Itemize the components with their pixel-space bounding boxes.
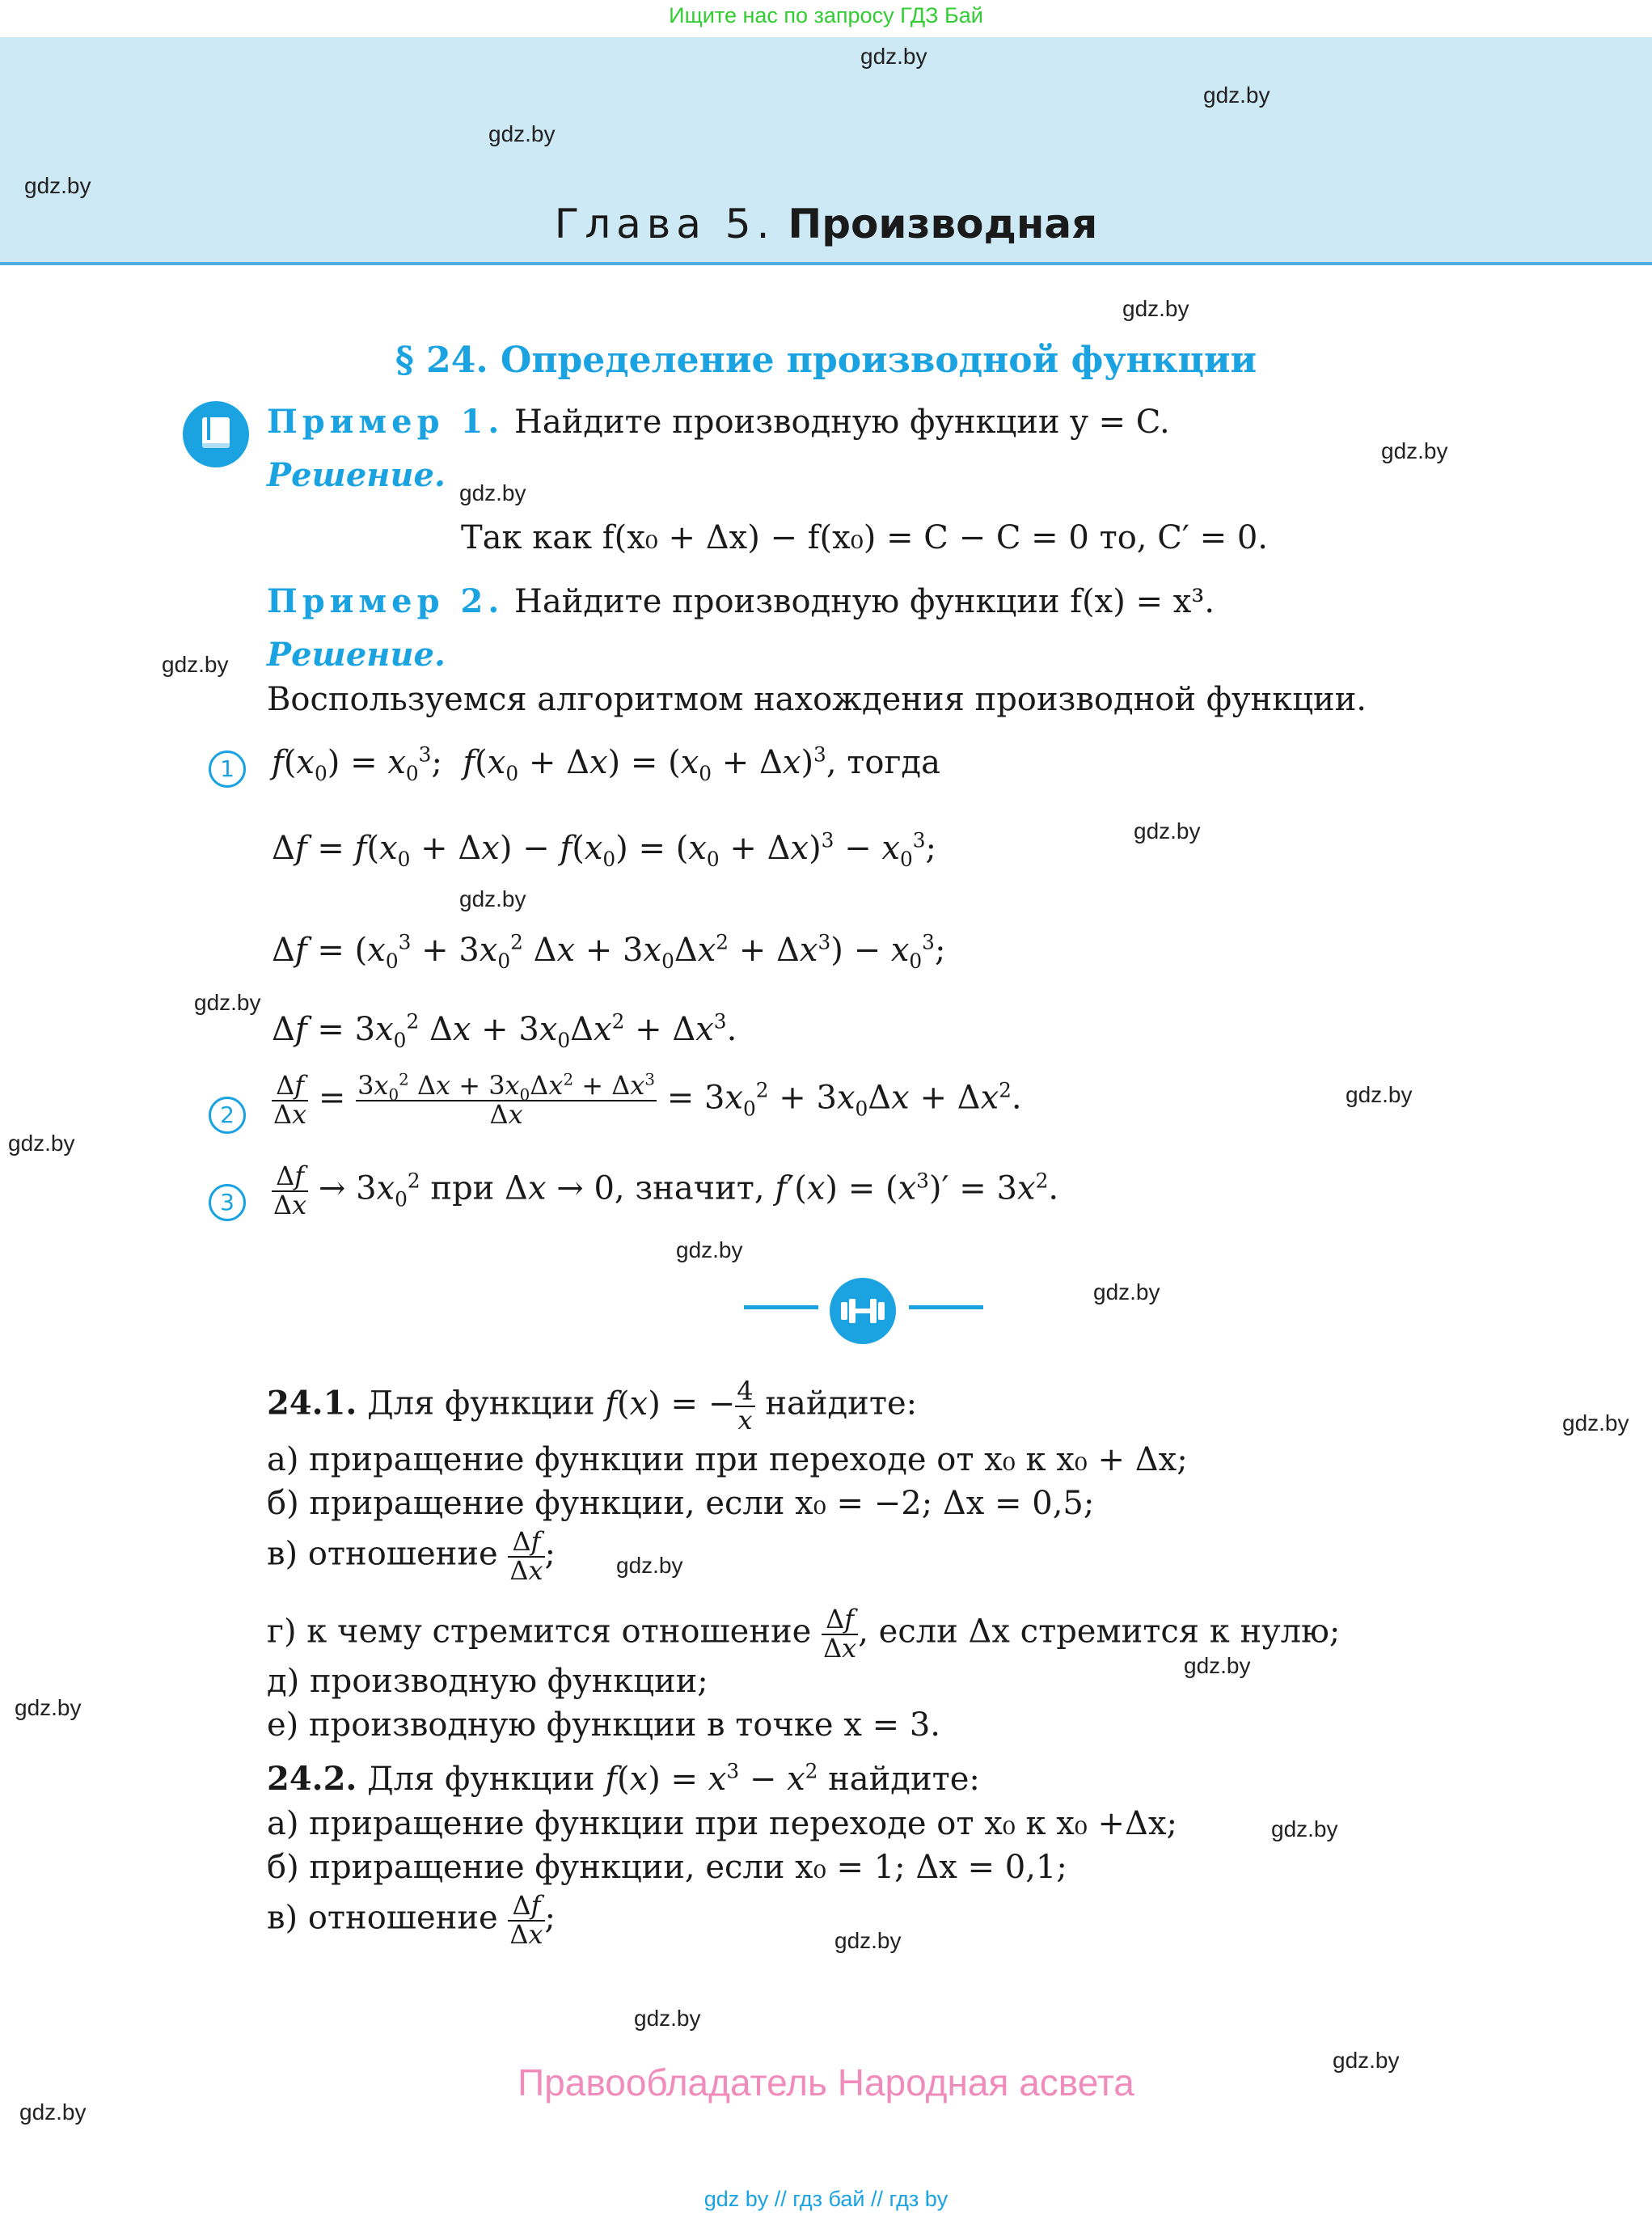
chapter-prefix: Глава 5. xyxy=(554,201,775,247)
exercise-24-2-v-text: в) отношение xyxy=(267,1899,498,1937)
watermark: gdz.by xyxy=(616,1553,683,1578)
step3-text: при xyxy=(430,1169,495,1207)
watermark: gdz.by xyxy=(1203,82,1270,108)
chapter-title xyxy=(0,201,1652,247)
example2-title xyxy=(267,582,1215,620)
step2-line: $\frac{\Delta f}{\Delta x}$ = $\frac{3x_0^2 \Delta x + 3x_0\Delta x^2 + \Delta x^3}{\Delta x}$ = $3x_0^2 + 3x_0\Delta x + \Delta x^2$. xyxy=(273,1070,1022,1130)
exercise-24-2-tail: найдите: xyxy=(828,1761,980,1798)
step1-tail: тогда xyxy=(847,744,940,781)
example1-title xyxy=(267,403,1170,441)
chapter-name: Производная xyxy=(788,201,1098,247)
example2-label: Пример 2. xyxy=(267,582,505,620)
dumbbell-icon xyxy=(830,1278,896,1344)
watermark: gdz.by xyxy=(1122,296,1189,321)
exercise-24-1-v-text: в) отношение xyxy=(267,1535,498,1573)
watermark: gdz.by xyxy=(1184,1653,1251,1678)
exercise-24-1-tail: найдите: xyxy=(765,1385,918,1423)
exercise-24-1-intro: Для функции xyxy=(367,1385,595,1423)
watermark: gdz.by xyxy=(834,1928,902,1953)
step-marker-1: 1 xyxy=(209,750,246,788)
step-marker-3: 3 xyxy=(209,1184,246,1221)
exercise-24-1-number: 24.1. xyxy=(267,1384,357,1423)
watermark: gdz.by xyxy=(676,1237,743,1262)
exercise-24-1-g-pre: г) к чему стремится отношение xyxy=(267,1613,812,1651)
fraction: $\frac{\Delta f}{\Delta x}$ xyxy=(509,1526,543,1586)
exercise-24-1-b: б) приращение функции, если x₀ = −2; Δx = 0,5; xyxy=(267,1485,1095,1522)
watermark: gdz.by xyxy=(634,2006,701,2031)
watermark: gdz.by xyxy=(24,173,91,198)
step3-then: значит, xyxy=(635,1169,765,1207)
watermark: gdz.by xyxy=(162,652,229,677)
exercise-24-2-function: $f(x) = x^3 - x^2$ xyxy=(605,1759,818,1798)
section-title: § 24. Определение производной функции xyxy=(395,340,1257,381)
watermark: gdz.by xyxy=(194,990,261,1015)
exercise-24-1-d: д) производную функции; xyxy=(267,1663,708,1700)
exercise-24-2-b: б) приращение функции, если x₀ = 1; Δx = 0,1; xyxy=(267,1849,1067,1886)
divider-line xyxy=(909,1305,983,1309)
exercise-24-2-a: а) приращение функции при переходе от x₀ к x₀ +Δx; xyxy=(267,1805,1177,1842)
watermark: gdz.by xyxy=(15,1695,82,1720)
step3-line: $\frac{\Delta f}{\Delta x}$ → $3x_0^2$ при Δx → 0, значит, $f'(x) = (x^3)' = 3x^2$. xyxy=(273,1161,1059,1220)
book-icon xyxy=(183,401,249,467)
exercise-24-1-a: а) приращение функции при переходе от x₀ к x₀ + Δx; xyxy=(267,1441,1188,1478)
watermark: gdz.by xyxy=(1134,818,1201,844)
watermark: gdz.by xyxy=(1381,438,1448,463)
watermark: gdz.by xyxy=(1093,1279,1160,1304)
fraction: $\frac{\Delta f}{\Delta x}$ xyxy=(273,1161,307,1220)
exercise-24-1-v: в) отношение $\frac{\Delta f}{\Delta x}$ ; xyxy=(267,1526,556,1586)
fraction: $\frac{\Delta f}{\Delta x}$ xyxy=(273,1070,307,1130)
step1-line1: $f(x_0) = x_0^3$; $f(x_0 + \Delta x) = (x_0 + \Delta x)^3$, тогда xyxy=(272,742,940,785)
example1-solution-label: Решение. xyxy=(267,456,446,494)
watermark: gdz.by xyxy=(488,121,556,146)
exercise-24-2-header xyxy=(267,1760,980,1798)
fraction: $\frac{\Delta f}{\Delta x}$ xyxy=(509,1890,543,1950)
step1-line3: $\Delta f = (x_0^3 + 3x_0^2$ $\Delta x + 3x_0\Delta x^2 + \Delta x^3) - x_0^3$; xyxy=(272,930,946,973)
watermark: gdz.by xyxy=(8,1131,75,1156)
watermark: gdz.by xyxy=(1562,1410,1629,1435)
example1-task: Найдите производную функции y = C. xyxy=(513,404,1170,441)
example2-task: Найдите производную функции f(x) = x³. xyxy=(513,583,1215,620)
watermark: gdz.by xyxy=(860,44,927,69)
divider-line xyxy=(744,1305,818,1309)
watermark: gdz.by xyxy=(459,480,526,505)
copyright-notice: Правообладатель Народная асвета xyxy=(518,2061,1134,2103)
exercise-24-1-function: f(x) = − $\frac{4}{x}$ xyxy=(605,1376,754,1435)
exercise-24-2-v: в) отношение $\frac{\Delta f}{\Delta x}$ ; xyxy=(267,1890,556,1950)
exercise-24-1-header xyxy=(267,1378,917,1434)
example2-solution-label: Решение. xyxy=(267,636,446,674)
example1-label: Пример 1. xyxy=(267,403,505,441)
exercise-24-1-e: е) производную функции в точке x = 3. xyxy=(267,1706,940,1744)
step-marker-2: 2 xyxy=(209,1097,246,1134)
watermark: gdz.by xyxy=(1333,2048,1400,2073)
watermark: gdz.by xyxy=(1271,1816,1338,1841)
footer-links[interactable]: gdz by // гдз бай // гдз by xyxy=(703,2187,949,2211)
watermark: gdz.by xyxy=(1346,1082,1413,1107)
step1-line2: $\Delta f = f(x_0 + \Delta x) - f(x_0) = (x_0 + \Delta x)^3 - x_0^3$; xyxy=(272,828,937,871)
example2-intro: Воспользуемся алгоритмом нахождения производной функции. xyxy=(267,681,1367,718)
step1-line4: $\Delta f = 3x_0^2$ $\Delta x + 3x_0\Delta x^2 + \Delta x^3$. xyxy=(272,1009,737,1052)
fraction: $\frac{3x_0^2 \Delta x + 3x_0\Delta x^2 + \Delta x^3}{\Delta x}$ xyxy=(357,1070,655,1130)
fraction: $\frac{\Delta f}{\Delta x}$ xyxy=(823,1604,857,1664)
exercise-24-1-g xyxy=(267,1606,1340,1662)
watermark: gdz.by xyxy=(459,886,526,911)
exercise-24-1-g-post: , если Δx стремится к нулю; xyxy=(858,1613,1341,1651)
search-banner: Ищите нас по запросу ГДЗ Бай xyxy=(669,3,983,27)
exercise-24-2-number: 24.2. xyxy=(267,1760,357,1798)
exercise-24-2-intro: Для функции xyxy=(367,1761,595,1798)
watermark: gdz.by xyxy=(19,2099,87,2125)
example1-solution: Так как f(x₀ + Δx) − f(x₀) = C − C = 0 то, C′ = 0. xyxy=(461,519,1269,556)
